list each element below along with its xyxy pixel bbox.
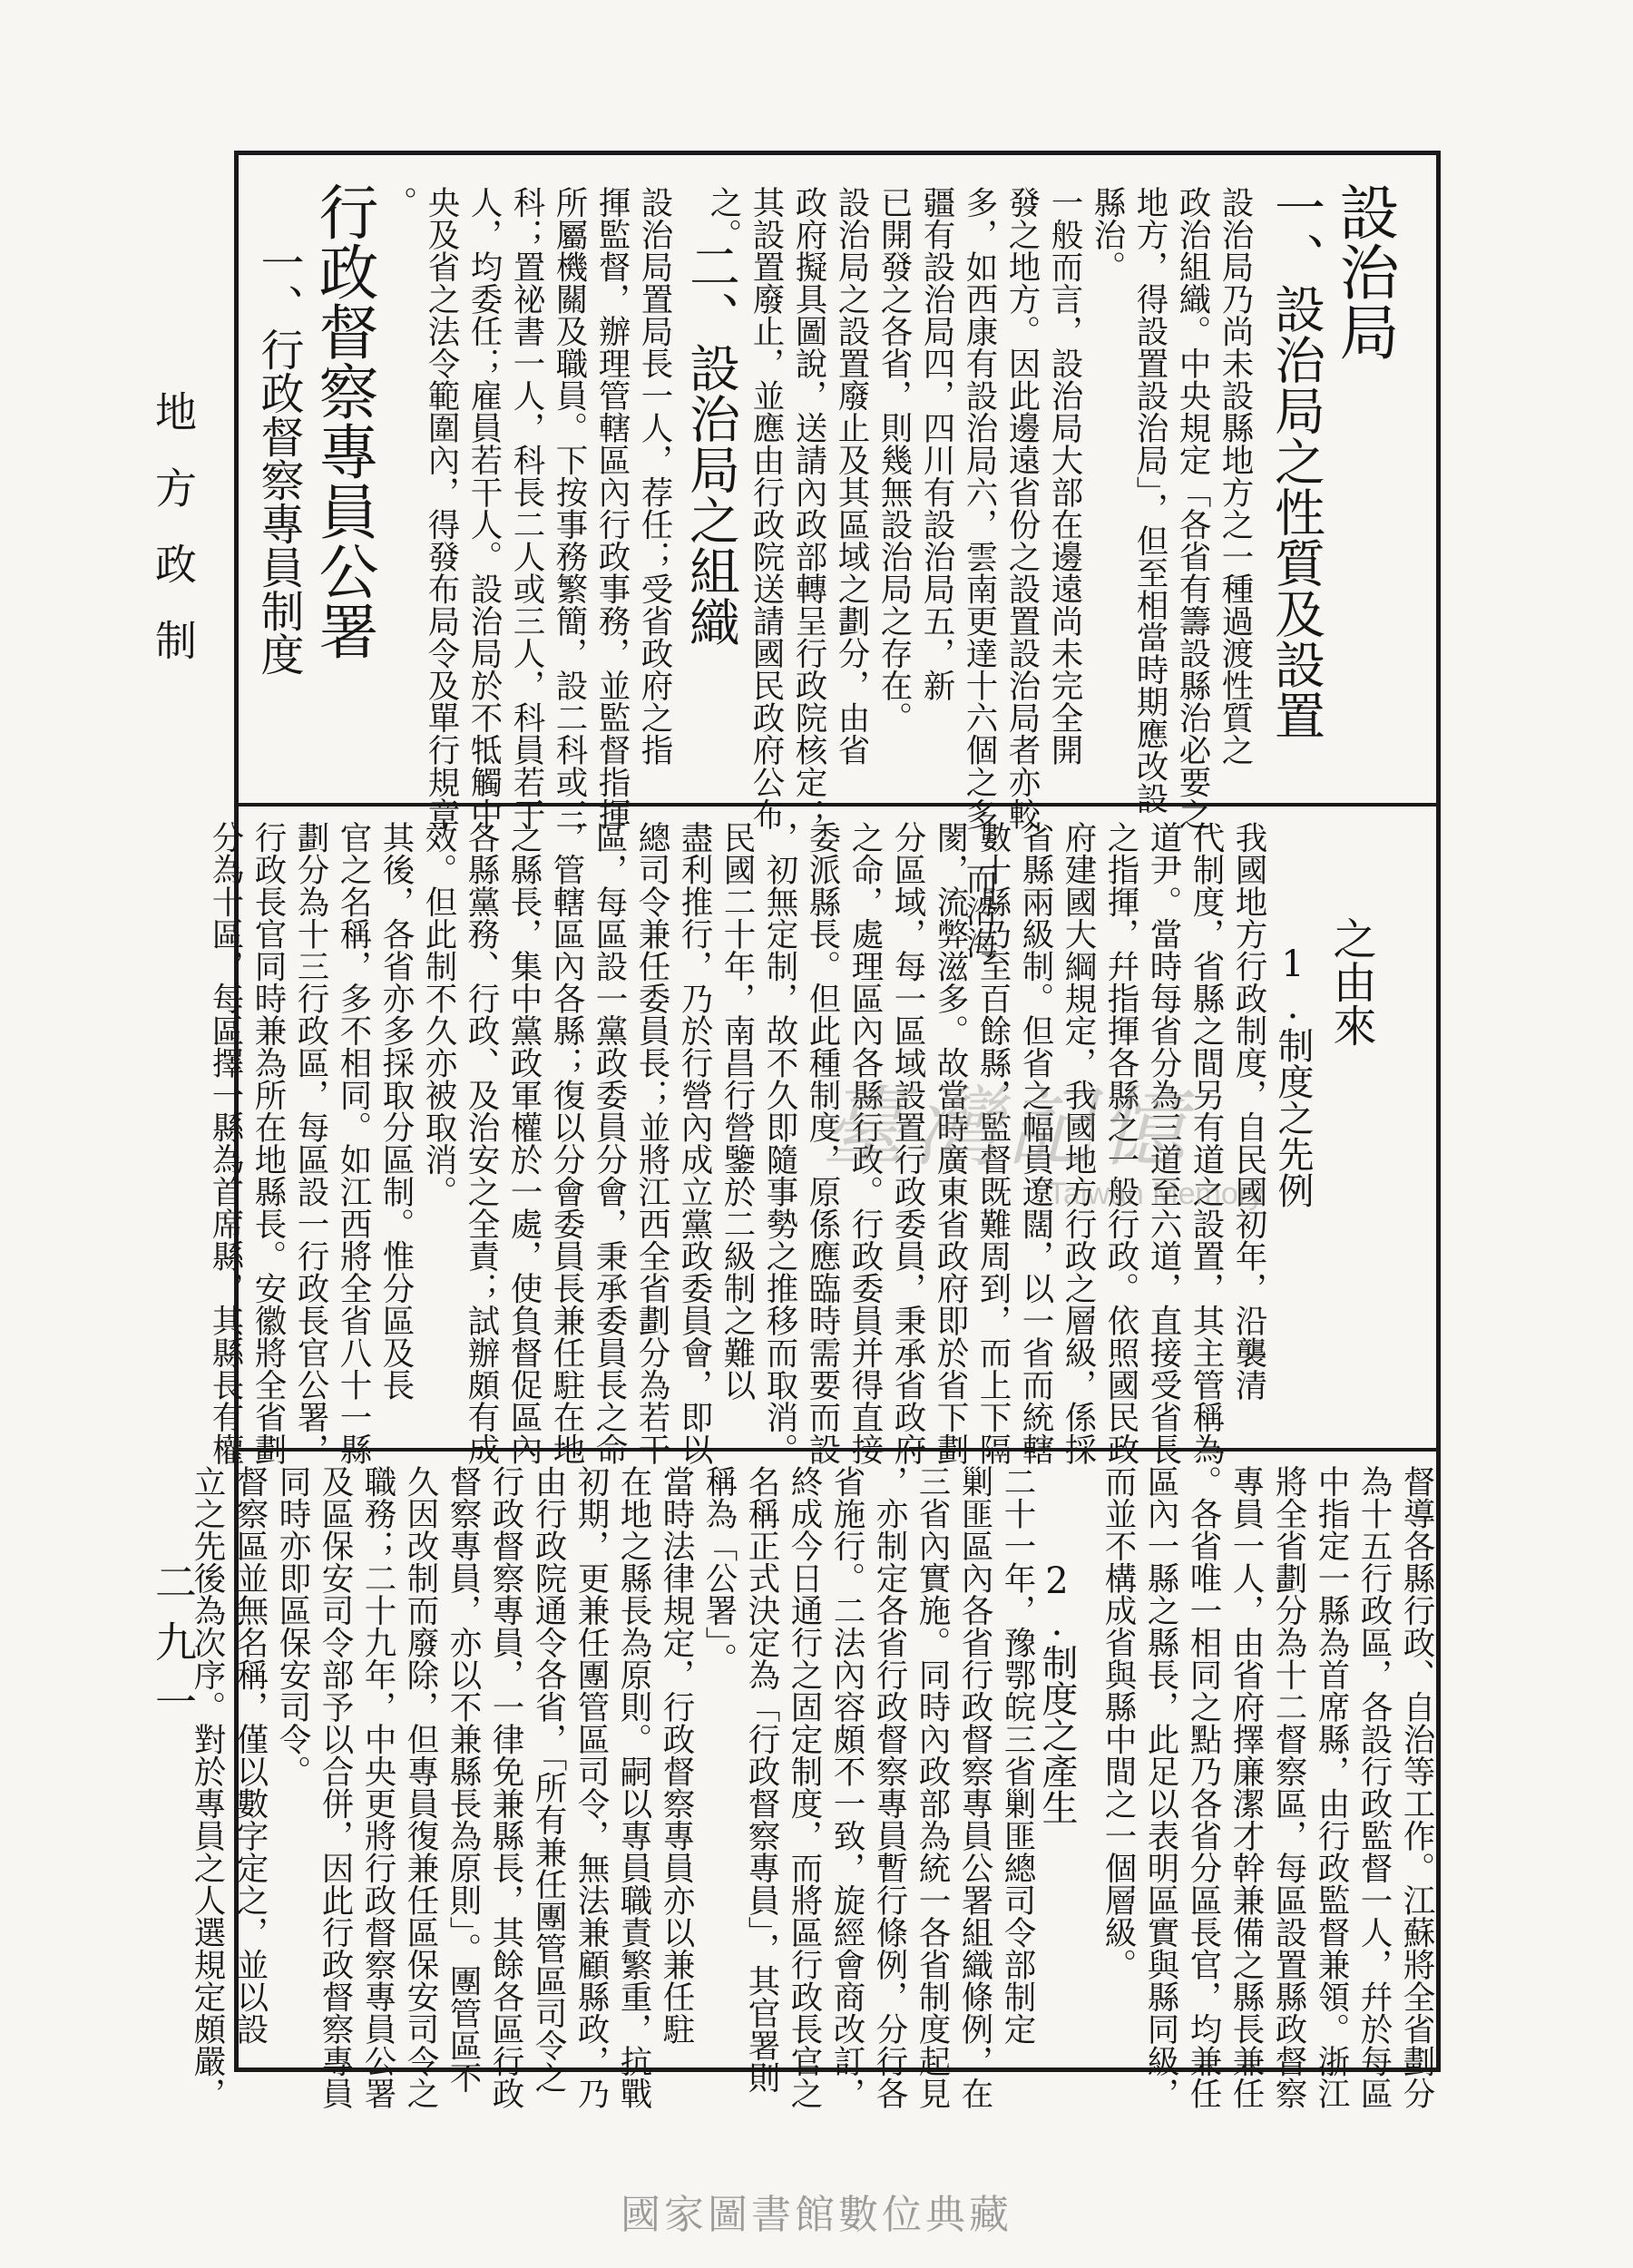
middle-title: 之由來 <box>1325 916 1376 1047</box>
section1-title: 一、設治局之性質及設置 <box>1266 181 1325 740</box>
watermark-logo <box>821 1077 1329 1256</box>
section2-body: 設治局置局長一人，荐任；受省政府之指 揮監督，辦理管轄區內行政事務，並監督指揮 所屬機關及職員。下按事務繁簡，設二科或三 科；置祕書一人，科長二人或三人，科員若干 人，均委任；雇員若干人。設治局於不牴觸中 央及省之法令範圍內，得發布局令及單行規章 。 <box>380 186 673 830</box>
chapter-title: 設治局 <box>1329 181 1399 361</box>
bottom-subtitle: 2.制度之產生 <box>1036 1560 1078 1825</box>
footer-credit: 國家圖書館數位典藏 <box>621 2192 1012 2238</box>
watermark-subtitle: Taiwan Memory <box>1048 1177 1265 1211</box>
section2-title: 二、設治局之組織 <box>681 240 740 647</box>
band-divider-top <box>234 803 1441 807</box>
running-head: 地方政制 <box>149 390 198 695</box>
section1-body: 設治局乃尚未設縣地方之一種過渡性質之 政治組織。中央規定「各省有籌設縣治必要之 地方，得設置設治局」，但至相當時期應改設 縣治。 一般而言，設治局大部在邊遠尚未完全開 發之地方。因此邊遠省份之設置設治局者亦較 多，如西康有設治局六，雲南更達十六個之多。而沿海 疆有設治局四，四川有設治局五，新 已開發之各省，則幾無設治局之存在。 設治局之設置廢止及其區域之劃分，由省 政府擬具圖說，送請內政部轉呈行政院核定； 其設置廢止，並應由行政院送請國民政府公布 之。 <box>705 186 1254 959</box>
middle-subtitle: 1.制度之先例 <box>1272 943 1314 1208</box>
watermark-text: 臺灣記憶 <box>821 1077 1191 1178</box>
bottom-body: 二十一年，豫鄂皖三省剿匪總司令部制定 剿匪區內各省行政督察專員公署組織條例，在 三省內實施。同時內政部為統一各省制度起見 ，亦制定各省行政督察專員暫行條例，分行各 省施行。二法內容頗不一致，旋經會商改訂， 終成今日通行之固定制度，而將區行政長官之 名稱正式決定為「行政督察專員」，其官署則 稱為「公署」。 當時法律規定，行政督察專員亦以兼任駐 在地之縣長為原則。嗣以專員職責繁重，抗戰 初期，更兼任團管區司令，無法兼顧縣政，乃 由行政院通令各省，「所有兼任團管區司令之 行政督察專員，一律免兼縣長，其餘各區行政 督察專員，亦以不兼縣長為原則」。團管區不 久因改制而廢除，但專員復兼任區保安司令之 職務；二十九年，中央更將行政督察專員公署 及區保安司令部予以合併，因此行政督察專員 同時亦即區保安司令。 督察區並無名稱，僅以數字定之，並以設 立之先後為次序。對於專員之人選規定頗嚴， <box>189 1465 1036 2109</box>
chapter2-subtitle: 一、行政督察專員制度 <box>253 240 304 676</box>
chapter2-title: 行政督察專員公署 <box>308 181 378 660</box>
bottom-body-top: 督導各縣行政、自治等工作。江蘇將全省劃分 為十五行政區，各設行政監督一人，幷於每區 中指定一縣為首席縣，由行政監督兼領。浙江 將全省劃分為十二督察區，每區設置縣政督察 專員一人，由省府擇廉潔才幹兼備之縣長兼任 。各省唯一相同之點乃各省分區長官，均兼任 區內一縣之縣長，此足以表明區實與縣同級， 而並不構成省與縣中間之一個層級。 <box>1100 1465 1435 2109</box>
page-number: 二九一 <box>149 1560 198 1740</box>
middle-body: 我國地方行政制度，自民國初年，沿襲清 代制度，省縣之間另有道之設置，其主管稱為 道尹。當時每省分為三道至六道，直接受省長 之指揮，幷指揮各縣之一般行政。依照國民政 府建國大綱規定，我國地方行政之層級，係採 省縣兩級制。但省之幅員遼闊，以一省而統轄 數十縣乃至百餘縣，監督既難周到，而上下隔 閡，流弊滋多。故當時廣東省政府即於省下劃 分區域，每一區域設置行政委員，秉承省政府 之命，處理區內各縣行政。行政委員并得直接 委派縣長。但此種制度，原係應臨時需要而設 ，初無定制，故不久即隨事勢之推移而取消。 民國二十年，南昌行營鑒於二級制之難以 盡利推行，乃於行營內成立黨政委員會，即以 總司令兼任委員長；並將江西全省劃分為若干 區，每區設一黨政委員分會，秉承委員長之命 ，管轄區內各縣；復以分會委員長兼任駐在地 之縣長，集中黨政軍權於一處，使負督促區內 各縣黨務、行政、及治安之全責；試辦頗有成 效。但此制不久亦被取消。 其後，各省亦多採取分區制。惟分區及長 官之名稱，多不相同。如江西將全省八十一縣 劃分為十三行政區，每區設一行政長官公署， 行政長官同時兼為所在地縣長。安徽將全省劃 分為十區，每區擇一縣為首席縣，其縣長有權 <box>207 821 1267 1465</box>
